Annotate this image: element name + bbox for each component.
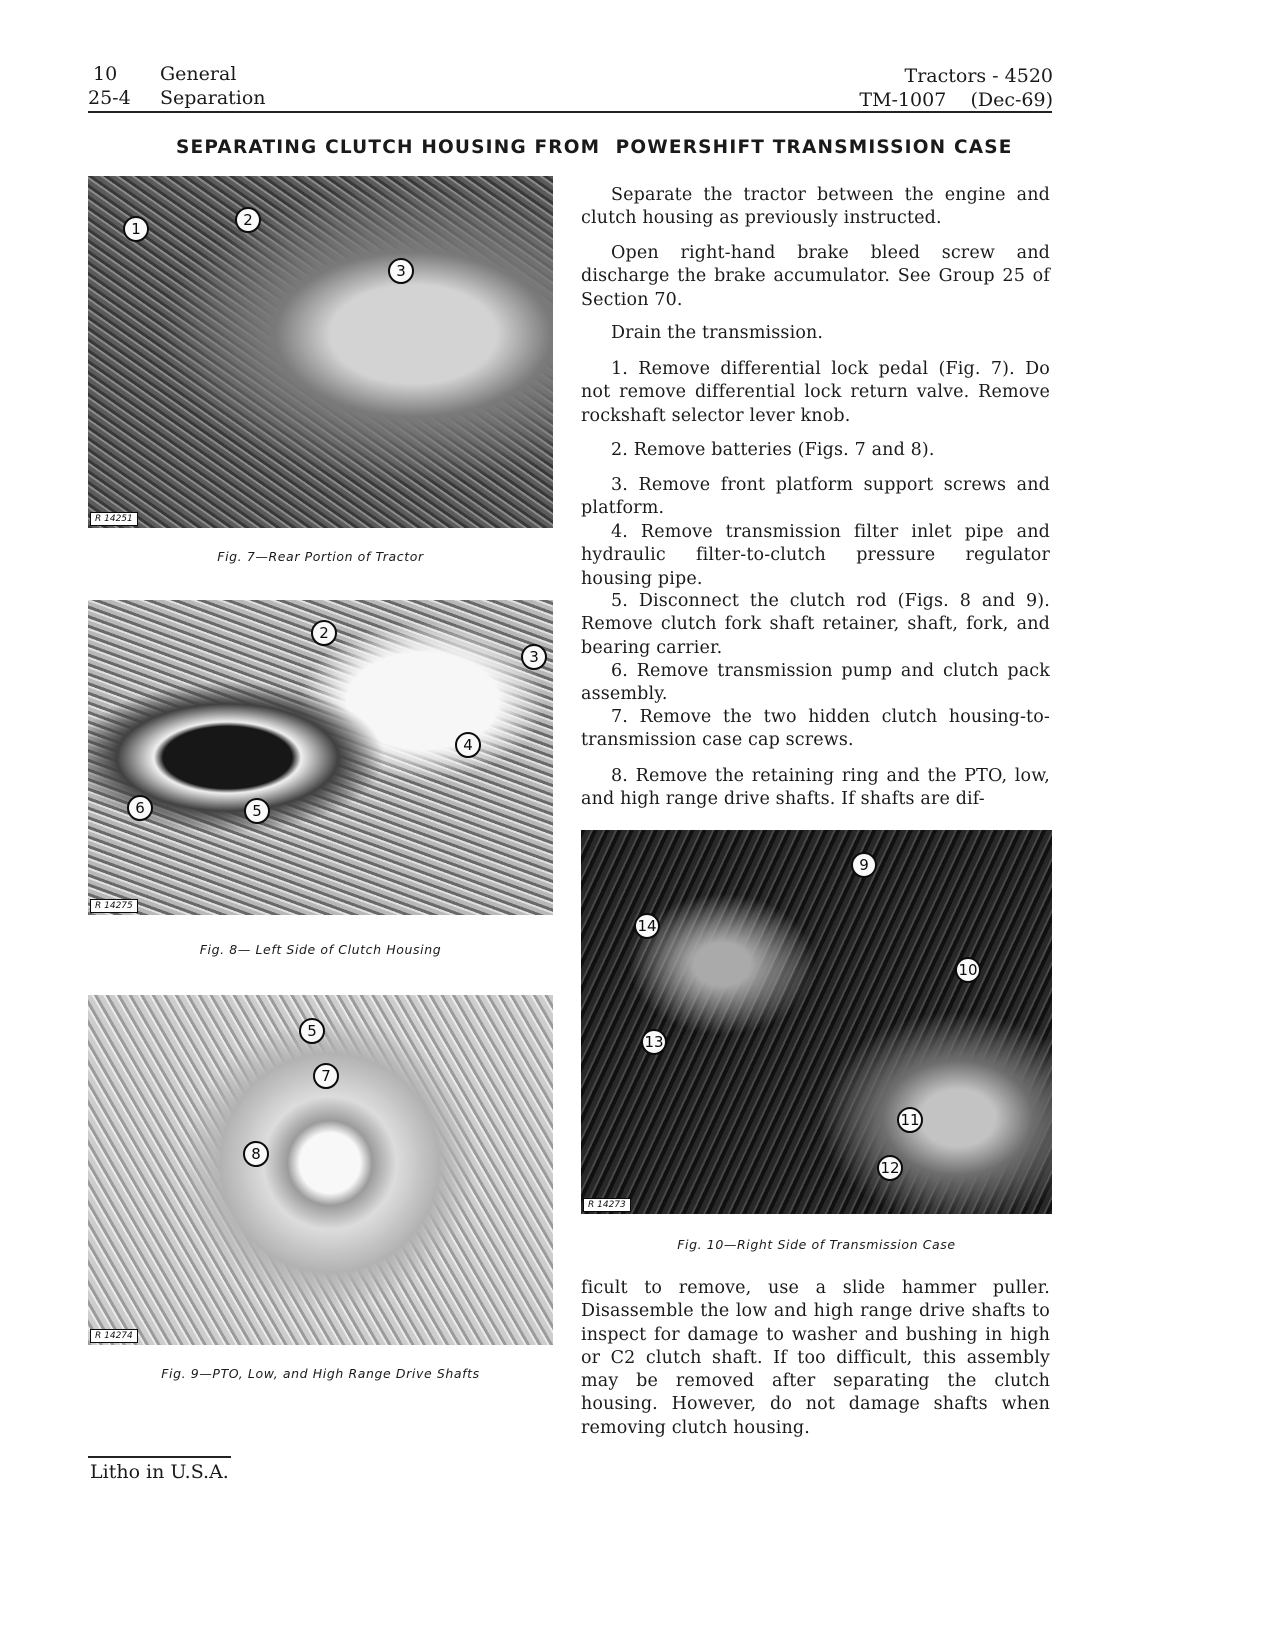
callout-12: 12 xyxy=(877,1155,903,1181)
figure-10-caption: Fig. 10—Right Side of Transmission Case xyxy=(677,1237,956,1252)
callout-11: 11 xyxy=(897,1107,923,1133)
callout-2: 2 xyxy=(235,207,261,233)
header-rule xyxy=(88,111,1052,113)
paragraph-drain: Drain the transmission. xyxy=(611,323,824,343)
header-group: Separation xyxy=(160,87,266,109)
figure-7-photo xyxy=(88,176,553,528)
callout-3: 3 xyxy=(388,258,414,284)
callout-5: 5 xyxy=(299,1018,325,1044)
figure-8-photo xyxy=(88,600,553,915)
step-6: 6. Remove transmission pump and clutch pack assembly. xyxy=(581,661,1050,705)
step-8: 8. Remove the retaining ring and the PTO, low, and high range drive shafts. If shafts are dif- xyxy=(581,766,1050,810)
callout-4: 4 xyxy=(455,732,481,758)
figure-7-caption: Fig. 7—Rear Portion of Tractor xyxy=(217,549,424,564)
step-2: 2. Remove batteries (Figs. 7 and 8). xyxy=(611,440,935,460)
step-1: 1. Remove differential lock pedal (Fig. 7). Do not remove differential lock return valve. Remove rockshaft selector lever knob. xyxy=(581,359,1050,426)
callout-10: 10 xyxy=(955,957,981,983)
callout-6: 6 xyxy=(127,795,153,821)
figure-10-photo xyxy=(581,830,1052,1214)
callout-13: 13 xyxy=(641,1029,667,1055)
callout-8: 8 xyxy=(243,1141,269,1167)
paragraph-intro: Separate the tractor between the engine and clutch housing as previously instructed. xyxy=(581,185,1050,229)
callout-9: 9 xyxy=(851,852,877,878)
callout-7: 7 xyxy=(313,1063,339,1089)
step-8-continued: ficult to remove, use a slide hammer puller. Disassemble the low and high range drive shafts to inspect for damage to washer and bushing in high or C2 clutch shaft. If too difficult, this assembly may be removed after separating the clutch housing. However, do not damage shafts when removing clutch housing. xyxy=(581,1278,1050,1438)
paragraph-brake: Open right-hand brake bleed screw and discharge the brake accumulator. See Group 25 of Section 70. xyxy=(581,243,1050,310)
header-manual-id: TM-1007 (Dec-69) xyxy=(859,89,1053,111)
figure-9-photo-id: R 14274 xyxy=(90,1329,138,1343)
figure-7-photo-id: R 14251 xyxy=(90,512,138,526)
figure-9-photo xyxy=(88,995,553,1345)
header-chapter: General xyxy=(160,63,237,85)
step-4: 4. Remove transmission filter inlet pipe and hydraulic filter-to-clutch pressure regulator housing pipe. xyxy=(581,522,1050,589)
figure-10-photo-id: R 14273 xyxy=(583,1198,631,1212)
step-3: 3. Remove front platform support screws and platform. xyxy=(581,475,1050,519)
callout-3: 3 xyxy=(521,644,547,670)
section-title: SEPARATING CLUTCH HOUSING FROM POWERSHIFT TRANSMISSION CASE xyxy=(176,137,1013,158)
figure-9-caption: Fig. 9—PTO, Low, and High Range Drive Shafts xyxy=(161,1366,480,1381)
footer-litho: Litho in U.S.A. xyxy=(90,1461,229,1483)
callout-2: 2 xyxy=(311,620,337,646)
section-code: 25-4 xyxy=(88,87,131,109)
figure-8-photo-id: R 14275 xyxy=(90,899,138,913)
callout-1: 1 xyxy=(123,216,149,242)
footer-rule xyxy=(88,1456,231,1458)
figure-8-caption: Fig. 8— Left Side of Clutch Housing xyxy=(199,942,442,957)
page-number: 10 xyxy=(93,63,118,85)
callout-5: 5 xyxy=(244,798,270,824)
header-model: Tractors - 4520 xyxy=(904,65,1053,87)
step-5: 5. Disconnect the clutch rod (Figs. 8 and 9). Remove clutch fork shaft retainer, shaft, fork, and bearing carrier. xyxy=(581,591,1050,658)
step-7: 7. Remove the two hidden clutch housing-to-transmission case cap screws. xyxy=(581,707,1050,751)
callout-14: 14 xyxy=(634,913,660,939)
